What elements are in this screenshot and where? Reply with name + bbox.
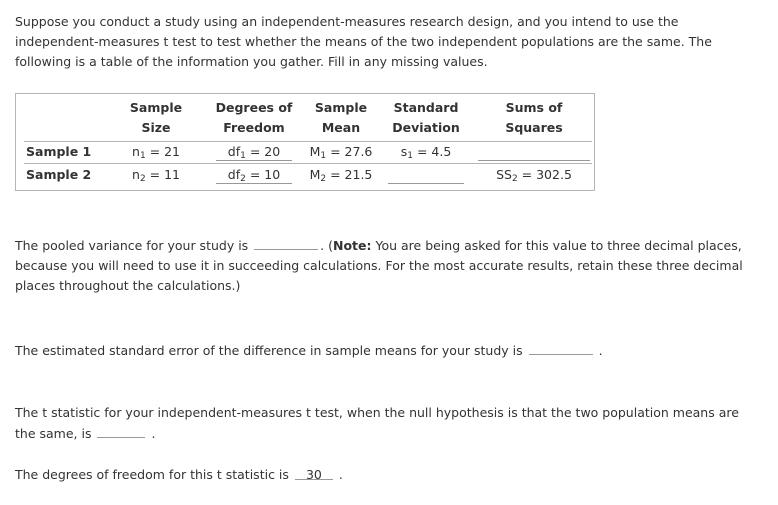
pooled-variance-question (15, 235, 755, 296)
m2-value (301, 167, 381, 184)
n2-value (118, 167, 194, 184)
standard-error-question (15, 340, 755, 361)
n1-symbol: n (132, 144, 140, 159)
df2-number: = 10 (245, 167, 281, 182)
header-line: Freedom (223, 120, 285, 135)
n1-value (118, 144, 194, 161)
m1-number: = 27.6 (326, 144, 373, 159)
m2-symbol: M (309, 167, 321, 182)
n1-number: = 21 (145, 144, 180, 159)
n1-subscript: 1 (139, 151, 146, 161)
header-divider (24, 141, 592, 142)
degrees-of-freedom-text: The degrees of freedom for this t statistic is (15, 467, 289, 482)
header-line: Standard (393, 100, 459, 115)
df1-symbol: df (227, 144, 241, 159)
note-label: Note: (333, 238, 372, 253)
row-label-sample-2: Sample 2 (26, 167, 92, 182)
s1-subscript: 1 (407, 151, 413, 161)
s2-input-blank[interactable] (388, 183, 464, 184)
degrees-of-freedom-input[interactable]: 30 (295, 465, 333, 480)
header-line: Squares (505, 120, 563, 135)
ss2-number: = 302.5 (517, 167, 572, 182)
period: . (338, 467, 343, 482)
row-label-sample-1: Sample 1 (26, 144, 92, 159)
df1-number: = 20 (245, 144, 281, 159)
degrees-of-freedom-question (15, 465, 755, 485)
header-line: Sample (129, 100, 183, 115)
intro-paragraph: Suppose you conduct a study using an independent-measures research design, and you intend to use the independent-measures t test to test whether the means of the two independent populations are the same. The following is a table of the information you gather. Fill in any missing values. (15, 14, 712, 69)
df1-subscript: 1 (240, 151, 246, 161)
df2-underline (216, 183, 292, 184)
header-sample-size (118, 98, 194, 138)
header-line: Deviation (392, 120, 460, 135)
header-line: Sums of (505, 100, 563, 115)
pooled-variance-text: The pooled variance for your study is (15, 238, 249, 253)
ss2-subscript: 2 (511, 174, 518, 184)
period: . (598, 343, 603, 358)
s1-value (388, 144, 464, 161)
s1-number: = 4.5 (412, 144, 452, 159)
t-statistic-text: The t statistic for your independent-measures t test, when the null hypothesis is that the two population means are the same, is (15, 405, 739, 441)
standard-error-text: The estimated standard error of the difference in sample means for your study is (15, 343, 523, 358)
note-open: . ( (320, 238, 333, 253)
header-degrees-of-freedom (212, 98, 296, 138)
header-line: Size (141, 120, 171, 135)
header-sums-of-squares (494, 98, 574, 138)
header-line: Mean (321, 120, 361, 135)
ss1-input-blank[interactable] (478, 160, 590, 161)
m2-subscript: 2 (320, 174, 327, 184)
note-text: You are being asked for this value to three decimal places, because you will need to use it in succeeding calculations. For the most accurate results, retain these three decimal places throughout the calculations.) (15, 238, 743, 293)
period: . (151, 426, 156, 441)
df1-value (216, 144, 292, 161)
ss2-value (478, 167, 590, 184)
s1-symbol: s (400, 144, 408, 159)
df1-underline (216, 160, 292, 161)
n2-symbol: n (132, 167, 140, 182)
m1-subscript: 1 (320, 151, 327, 161)
data-table (15, 93, 595, 191)
df2-symbol: df (227, 167, 241, 182)
pooled-variance-input[interactable] (254, 235, 318, 250)
n2-subscript: 2 (139, 174, 146, 184)
t-statistic-question (15, 403, 755, 444)
header-standard-deviation (386, 98, 466, 138)
row-divider (24, 163, 592, 164)
m1-value (301, 144, 381, 161)
header-line: Sample (314, 100, 368, 115)
header-sample-mean (306, 98, 376, 138)
header-line: Degrees of (215, 100, 293, 115)
m2-number: = 21.5 (326, 167, 373, 182)
m1-symbol: M (309, 144, 321, 159)
n2-number: = 11 (145, 167, 180, 182)
t-statistic-input[interactable] (97, 423, 145, 438)
df2-value (216, 167, 292, 184)
df2-subscript: 2 (240, 174, 246, 184)
standard-error-input[interactable] (529, 340, 593, 355)
ss2-symbol: SS (496, 167, 512, 182)
